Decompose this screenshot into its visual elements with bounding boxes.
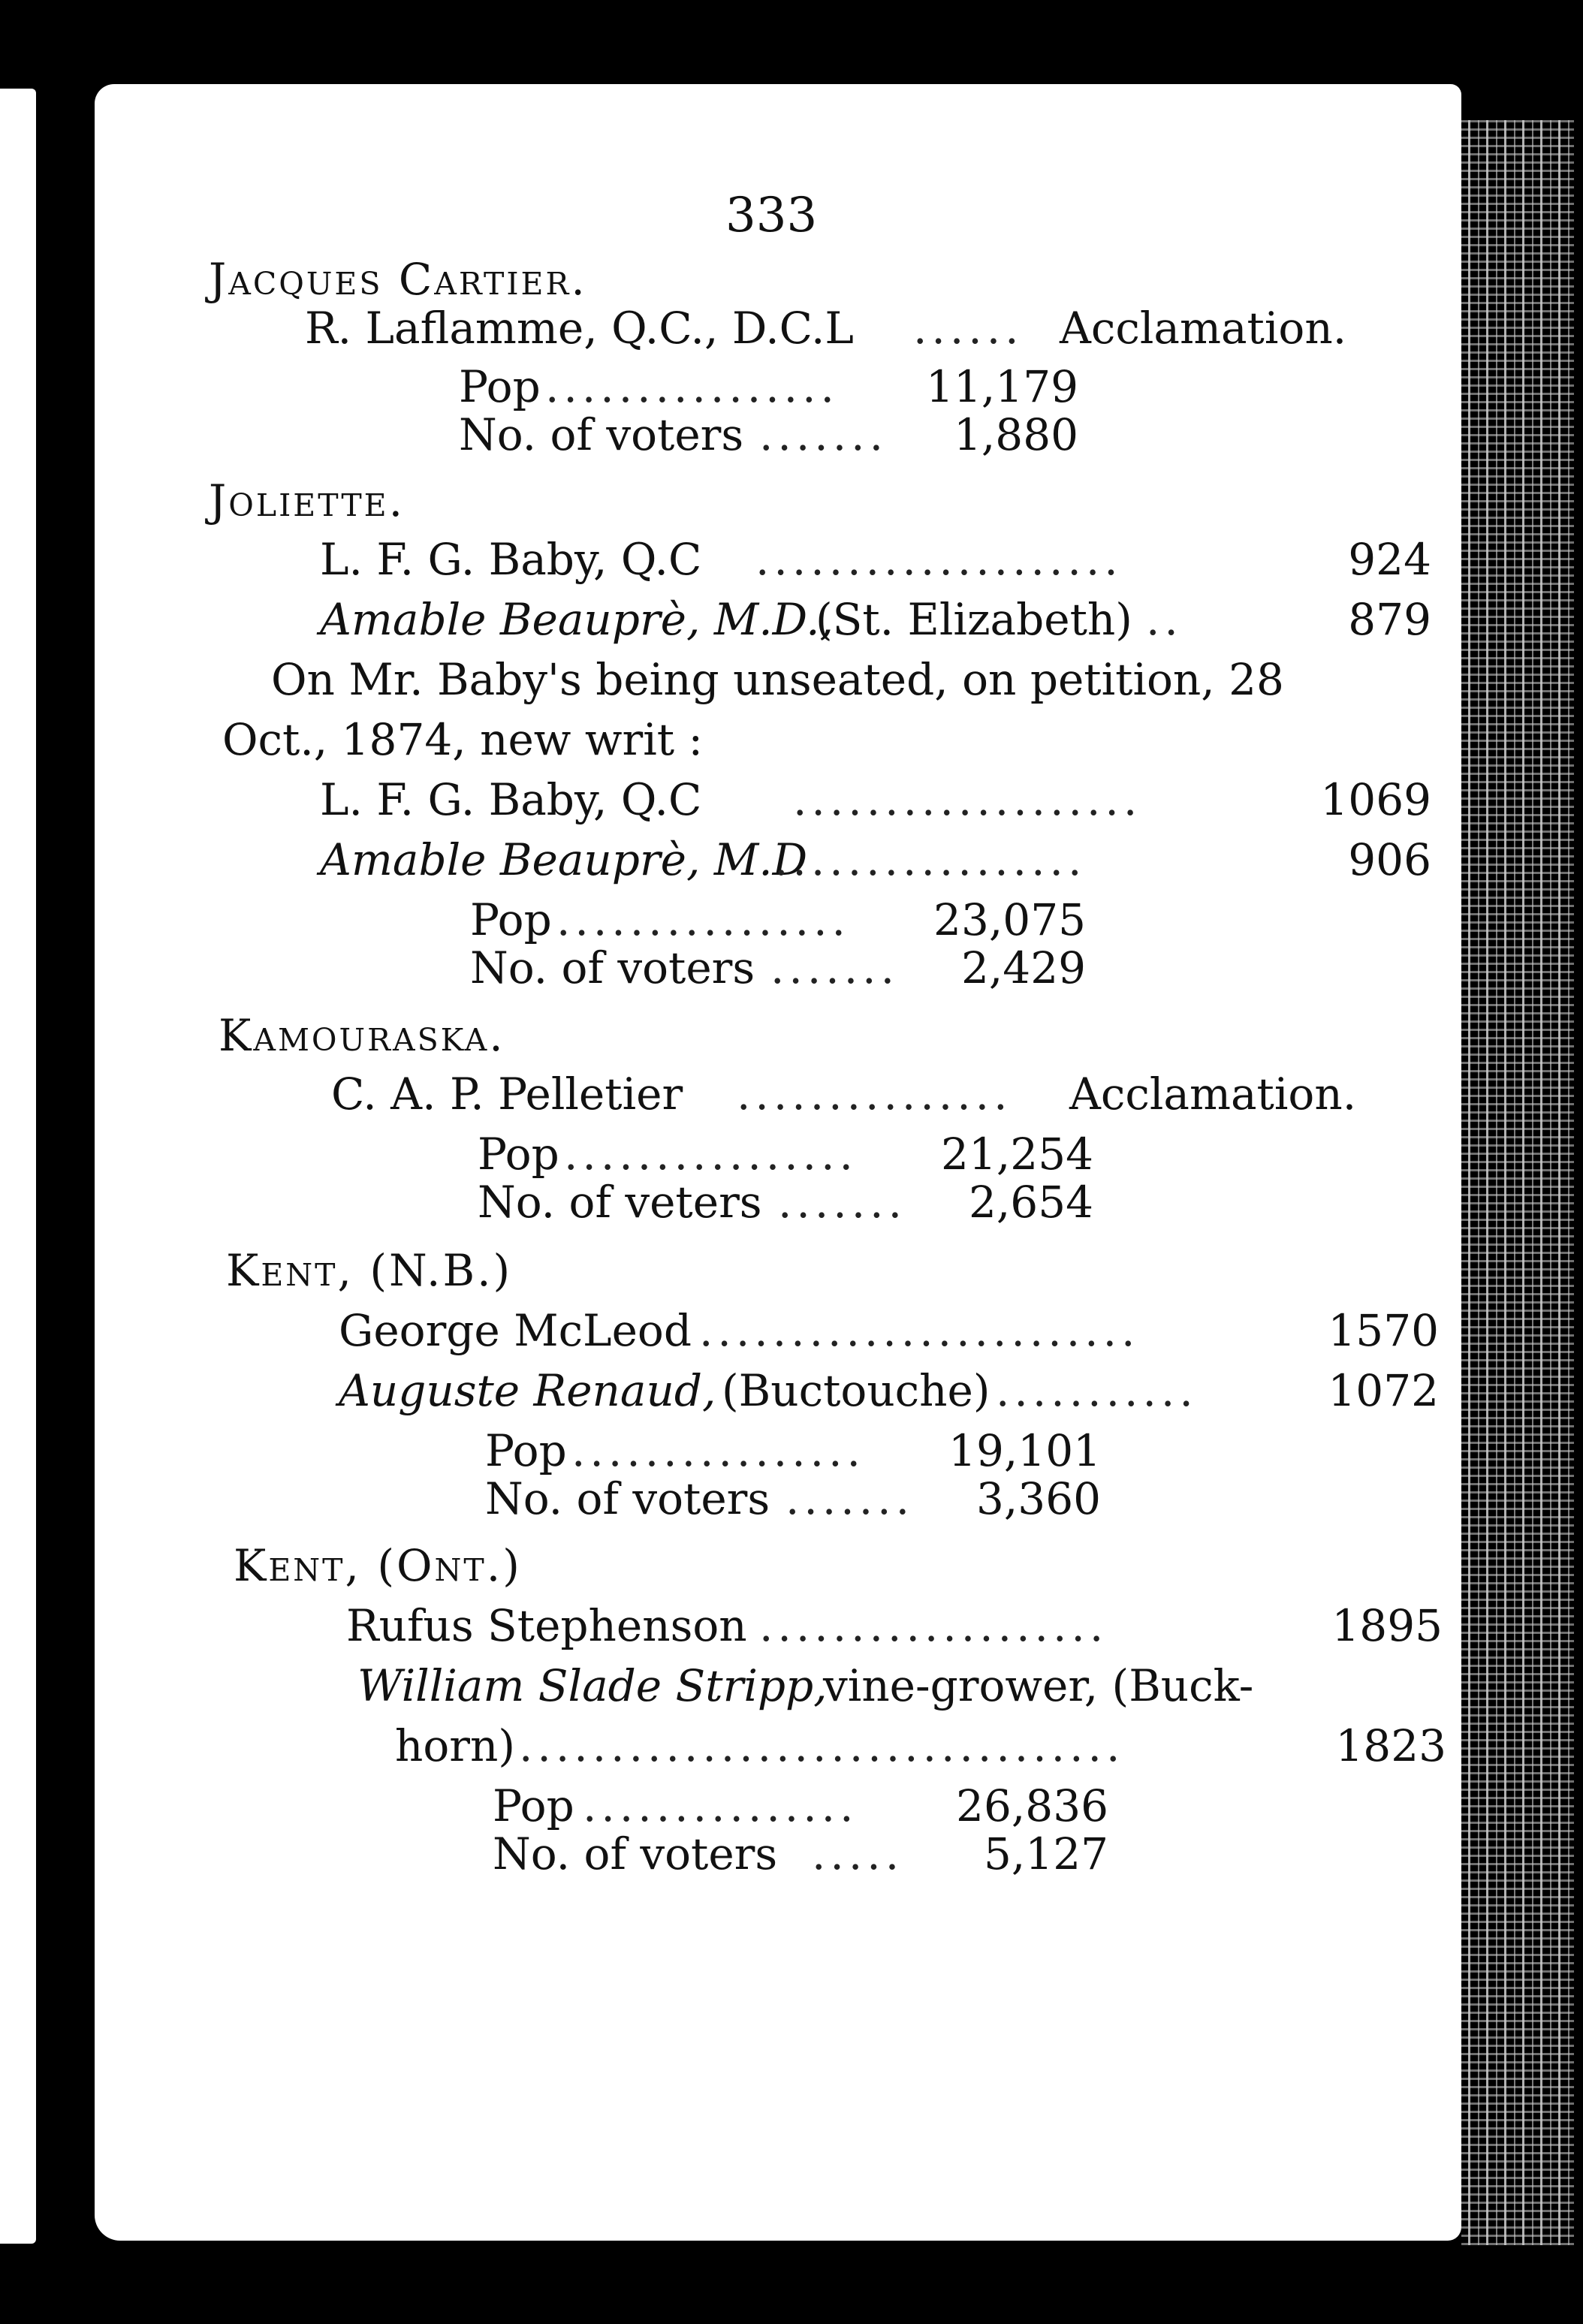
section-heading: Joliette. [209,475,406,526]
section-heading: Kamouraska. [219,1010,505,1061]
candidate-location: (Buctouche) [722,1365,991,1416]
candidate-name: George McLeod [339,1305,692,1356]
stat-label: Pop [478,1129,559,1180]
stat-label: Pop [493,1780,574,1831]
leader-dots: ................ [564,1129,858,1180]
page-stack-edge [1461,120,1574,2245]
leader-dots: .. [1146,594,1183,645]
note-text: On Mr. Baby's being unseated, on petition, 28 [271,654,1284,705]
candidate-name: R. Laflamme, Q.C., D.C.L [305,303,854,354]
facing-page-edge [0,89,36,2244]
vote-count: 1072 [1328,1365,1439,1416]
stat-value: 26,836 [956,1780,1108,1831]
leader-dots: ................ [571,1425,865,1476]
stat-label: No. of voters [459,409,744,460]
vote-count: 1570 [1328,1305,1439,1356]
leader-dots: ................ [556,894,850,945]
result: Acclamation. [1060,303,1347,354]
stat-label: Pop [459,361,541,412]
candidate-location: (St. Elizabeth) [816,594,1132,645]
section-heading: Kent, (Ont.) [234,1540,522,1591]
candidate-name: C. A. P. Pelletier [331,1069,683,1120]
candidate-name: L. F. G. Baby, Q.C [320,534,702,585]
vote-count: 1069 [1320,774,1431,825]
section-heading: Jacques Cartier. [209,254,587,305]
leader-dots: ..... [812,1828,904,1879]
stat-label: No. of voters [493,1828,778,1879]
leader-dots: ................... [793,774,1142,825]
leader-dots: ............... [583,1780,858,1831]
stat-value: 19,101 [948,1425,1101,1476]
candidate-name-italic: Amable Beauprè, M.D., [320,594,834,645]
leader-dots: ....... [785,1473,915,1524]
stat-value: 23,075 [933,894,1086,945]
stat-value: 3,360 [975,1473,1101,1524]
result: Acclamation. [1069,1069,1357,1120]
vote-count: 924 [1348,534,1431,585]
stat-label: Pop [485,1425,567,1476]
leader-dots: ........... [996,1365,1198,1416]
leader-dots: ...... [913,303,1024,354]
stat-label: No. of voters [470,942,755,993]
section-heading: Kent, (N.B.) [226,1245,513,1296]
leader-dots: ........................ [699,1305,1140,1356]
stat-value: 1,880 [953,409,1078,460]
candidate-name-italic: Auguste Renaud, [339,1365,716,1416]
vote-count: 1823 [1335,1720,1446,1771]
candidate-location: horn) [395,1720,515,1771]
book-page [95,84,1461,2241]
note-text: Oct., 1874, new writ : [222,714,704,765]
stat-value: 2,429 [960,942,1086,993]
candidate-name-italic: Amable Beauprè, M.D [320,834,808,885]
leader-dots: ....... [778,1177,907,1228]
leader-dots: ....... [759,409,888,460]
vote-count: 906 [1348,834,1431,885]
leader-dots: ....... [770,942,900,993]
page-number: 333 [725,188,818,243]
vote-count: 879 [1348,594,1431,645]
leader-dots: ................. [774,834,1087,885]
candidate-name: L. F. G. Baby, Q.C [320,774,702,825]
leader-dots: ............... [737,1069,1012,1120]
leader-dots: ................... [759,1600,1108,1651]
stat-value: 21,254 [941,1129,1093,1180]
stat-value: 11,179 [926,361,1078,412]
stat-value: 5,127 [983,1828,1108,1879]
leader-dots: .................... [755,534,1123,585]
stat-label: Pop [470,894,552,945]
stat-label: No. of voters [485,1473,770,1524]
stat-label: No. of veters [478,1177,762,1228]
vote-count: 1895 [1331,1600,1443,1651]
stat-value: 2,654 [968,1177,1093,1228]
candidate-occupation: vine-grower, (Buck- [823,1660,1254,1711]
candidate-name: Rufus Stephenson [346,1600,747,1651]
candidate-name-italic: William Slade Stripp, [357,1660,828,1711]
leader-dots: ................................. [519,1720,1125,1771]
leader-dots: ................ [545,361,839,412]
